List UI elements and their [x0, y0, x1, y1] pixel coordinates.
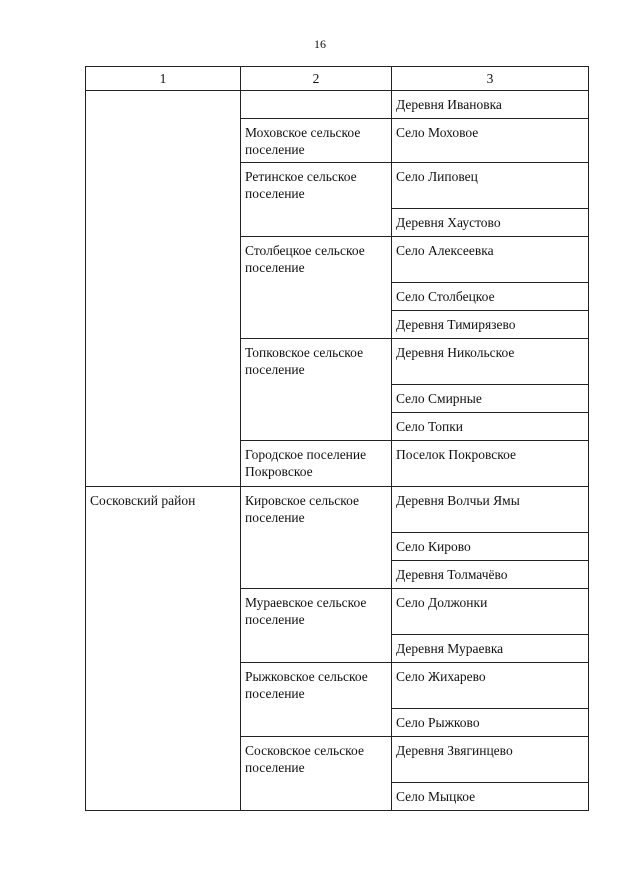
- settlement-cell: Кировское сельское поселение: [241, 487, 392, 589]
- district-cell: Сосковский район: [86, 487, 241, 811]
- locality-cell: Деревня Мураевка: [392, 635, 589, 663]
- table-body: [86, 91, 589, 811]
- locality-cell: Село Жихарево: [392, 663, 589, 709]
- table-row: [86, 487, 589, 533]
- locality-cell: Село Липовец: [392, 163, 589, 209]
- locality-cell: Поселок Покровское: [392, 441, 589, 487]
- locality-cell: Деревня Толмачёво: [392, 561, 589, 589]
- column-header-3: 3: [392, 67, 589, 91]
- settlement-cell: Сосковское сельское поселение: [241, 737, 392, 811]
- locality-cell: Деревня Ивановка: [392, 91, 589, 119]
- settlement-cell: Мураевское сельское поселение: [241, 589, 392, 663]
- settlement-cell: Моховское сельское поселение: [241, 119, 392, 163]
- settlement-cell: [241, 91, 392, 119]
- locality-cell: Село Столбецкое: [392, 283, 589, 311]
- settlements-table: [85, 66, 589, 811]
- column-header-2: 2: [241, 67, 392, 91]
- settlement-cell: Рыжковское сельское поселение: [241, 663, 392, 737]
- locality-cell: Село Кирово: [392, 533, 589, 561]
- locality-cell: Село Рыжково: [392, 709, 589, 737]
- table-header: [86, 67, 589, 91]
- locality-cell: Село Моховое: [392, 119, 589, 163]
- locality-cell: Село Мыцкое: [392, 783, 589, 811]
- page-number: 16: [314, 37, 326, 51]
- locality-cell: Деревня Хаустово: [392, 209, 589, 237]
- locality-cell: Деревня Тимирязево: [392, 311, 589, 339]
- locality-cell: Село Смирные: [392, 385, 589, 413]
- locality-cell: Село Алексеевка: [392, 237, 589, 283]
- district-cell: [86, 91, 241, 487]
- settlement-cell: Топковское сельское поселение: [241, 339, 392, 441]
- locality-cell: Деревня Никольское: [392, 339, 589, 385]
- column-header-1: 1: [86, 67, 241, 91]
- table-row: [86, 91, 589, 119]
- locality-cell: Деревня Звягинцево: [392, 737, 589, 783]
- header-row: [86, 67, 589, 91]
- settlement-cell: Столбецкое сельское поселение: [241, 237, 392, 339]
- settlement-cell: Городское поселение Покровское: [241, 441, 392, 487]
- settlement-cell: Ретинское сельское поселение: [241, 163, 392, 237]
- locality-cell: Село Топки: [392, 413, 589, 441]
- locality-cell: Деревня Волчьи Ямы: [392, 487, 589, 533]
- locality-cell: Село Должонки: [392, 589, 589, 635]
